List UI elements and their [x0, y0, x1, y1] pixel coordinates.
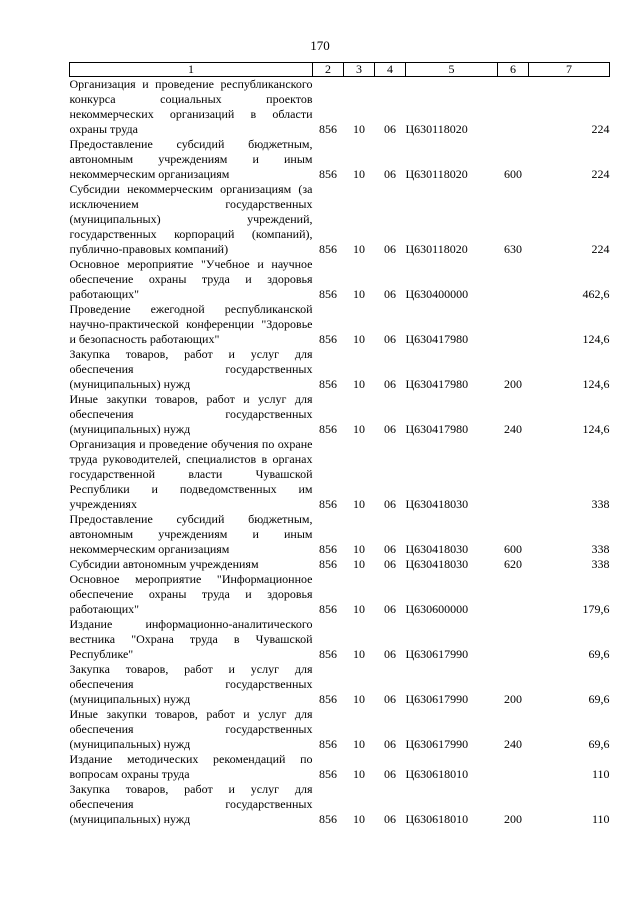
row-expense-type-cell: 630: [504, 242, 522, 256]
table-row: [70, 557, 610, 572]
row-admin-code-cell: 856: [319, 602, 337, 616]
row-subsection-cell: 06: [384, 167, 396, 181]
row-expense-type-cell: 620: [504, 557, 522, 571]
row-expense-type-cell: 200: [504, 692, 522, 706]
row-subsection-cell: 06: [384, 737, 396, 751]
row-section-cell: 10: [353, 167, 365, 181]
row-amount-cell: 110: [591, 812, 610, 826]
row-section-cell: 10: [353, 122, 365, 136]
row-admin-code-cell: 856: [319, 692, 337, 706]
row-subsection-cell: 06: [384, 497, 396, 511]
row-admin-code-cell: 856: [319, 242, 337, 256]
row-subsection-cell: 06: [384, 287, 396, 301]
row-amount-cell: 338: [591, 557, 610, 571]
table-row: [70, 707, 610, 752]
row-section-cell: 10: [353, 557, 365, 571]
header-col-5: 5: [406, 63, 498, 77]
row-name-cell: Иные закупки товаров, работ и услуг для обеспечения государственных (муниципальных) нужд: [69, 707, 313, 751]
row-section-cell: 10: [353, 647, 365, 661]
row-target-article-cell: Ц630600000: [405, 602, 469, 616]
row-subsection-cell: 06: [384, 647, 396, 661]
table-row: [70, 437, 610, 512]
row-subsection-cell: 06: [384, 542, 396, 556]
table-row: [70, 617, 610, 662]
header-col-3: 3: [344, 63, 375, 77]
row-section-cell: 10: [353, 602, 365, 616]
row-target-article-cell: Ц630618010: [405, 767, 469, 781]
row-amount-cell: 124,6: [582, 332, 610, 346]
row-admin-code-cell: 856: [319, 542, 337, 556]
row-admin-code-cell: 856: [319, 377, 337, 391]
row-section-cell: 10: [353, 422, 365, 436]
row-admin-code-cell: 856: [319, 332, 337, 346]
row-amount-cell: 224: [591, 167, 610, 181]
row-amount-cell: 69,6: [588, 737, 610, 751]
row-name-cell: Субсидии автономным учреждениям: [69, 557, 259, 571]
table-body: [70, 77, 610, 828]
row-expense-type-cell: [498, 302, 529, 347]
row-expense-type-cell: [498, 257, 529, 302]
row-target-article-cell: Ц630617990: [405, 692, 469, 706]
row-name-cell: Субсидии некоммерческим организациям (за исключением государственных (муниципальных) учреждений, государственных корпораций (компаний), публично-правовых компаний): [69, 182, 313, 256]
table-row: [70, 662, 610, 707]
row-section-cell: 10: [353, 332, 365, 346]
row-expense-type-cell: [498, 77, 529, 138]
row-name-cell: Основное мероприятие "Учебное и научное обеспечение охраны труда и здоровья работающих": [69, 257, 313, 301]
row-target-article-cell: Ц630118020: [405, 242, 468, 256]
row-name-cell: Проведение ежегодной республиканской научно-практической конференции "Здоровье и безопасность работающих": [69, 302, 313, 346]
row-admin-code-cell: 856: [319, 557, 337, 571]
row-section-cell: 10: [353, 497, 365, 511]
row-name-cell: Закупка товаров, работ и услуг для обеспечения государственных (муниципальных) нужд: [69, 347, 313, 391]
row-amount-cell: 224: [591, 122, 610, 136]
row-expense-type-cell: 200: [504, 812, 522, 826]
row-admin-code-cell: 856: [319, 647, 337, 661]
table-row: [70, 512, 610, 557]
row-name-cell: Закупка товаров, работ и услуг для обеспечения государственных (муниципальных) нужд: [69, 662, 313, 706]
table-row: [70, 572, 610, 617]
row-subsection-cell: 06: [384, 242, 396, 256]
row-expense-type-cell: 200: [504, 377, 522, 391]
row-target-article-cell: Ц630417980: [405, 332, 469, 346]
row-subsection-cell: 06: [384, 422, 396, 436]
row-target-article-cell: Ц630617990: [405, 737, 469, 751]
table-row: [70, 347, 610, 392]
row-section-cell: 10: [353, 767, 365, 781]
row-section-cell: 10: [353, 377, 365, 391]
table-header: [70, 63, 610, 77]
row-target-article-cell: Ц630618010: [405, 812, 469, 826]
row-admin-code-cell: 856: [319, 167, 337, 181]
row-admin-code-cell: 856: [319, 767, 337, 781]
row-section-cell: 10: [353, 242, 365, 256]
table-row: [70, 182, 610, 257]
row-section-cell: 10: [353, 737, 365, 751]
row-target-article-cell: Ц630118020: [405, 167, 468, 181]
row-amount-cell: 110: [591, 767, 610, 781]
row-admin-code-cell: 856: [319, 812, 337, 826]
row-expense-type-cell: 600: [504, 542, 522, 556]
row-subsection-cell: 06: [384, 767, 396, 781]
row-target-article-cell: Ц630418030: [405, 497, 469, 511]
row-admin-code-cell: 856: [319, 497, 337, 511]
row-amount-cell: 179,6: [582, 602, 610, 616]
row-amount-cell: 224: [591, 242, 610, 256]
table-row: [70, 77, 610, 138]
table-row: [70, 392, 610, 437]
header-row: [70, 63, 610, 77]
row-target-article-cell: Ц630400000: [405, 287, 469, 301]
table-row: [70, 257, 610, 302]
row-name-cell: Издание методических рекомендаций по вопросам охраны труда: [69, 752, 313, 781]
row-expense-type-cell: [498, 617, 529, 662]
row-subsection-cell: 06: [384, 332, 396, 346]
row-section-cell: 10: [353, 812, 365, 826]
row-name-cell: Организация и проведение обучения по охране труда руководителей, специалистов в органах государственной власти Чувашской Республики и подведомственных им учреждениях: [69, 437, 313, 511]
row-admin-code-cell: 856: [319, 287, 337, 301]
row-target-article-cell: Ц630418030: [405, 542, 469, 556]
row-expense-type-cell: 240: [504, 422, 522, 436]
row-name-cell: Предоставление субсидий бюджетным, автономным учреждениям и иным некоммерческим организациям: [69, 137, 313, 181]
row-amount-cell: 338: [591, 497, 610, 511]
row-target-article-cell: Ц630417980: [405, 422, 469, 436]
row-amount-cell: 338: [591, 542, 610, 556]
row-amount-cell: 124,6: [582, 422, 610, 436]
row-admin-code-cell: 856: [319, 422, 337, 436]
row-amount-cell: 462,6: [582, 287, 610, 301]
row-name-cell: Издание информационно-аналитического вестника "Охрана труда в Чувашской Республике": [69, 617, 313, 661]
row-name-cell: Организация и проведение республиканского конкурса социальных проектов некоммерческих организаций в области охраны труда: [69, 77, 313, 136]
header-col-6: 6: [498, 63, 529, 77]
row-subsection-cell: 06: [384, 812, 396, 826]
table-row: [70, 752, 610, 782]
row-amount-cell: 124,6: [582, 377, 610, 391]
row-target-article-cell: Ц630418030: [405, 557, 469, 571]
table-row: [70, 782, 610, 827]
header-col-4: 4: [375, 63, 406, 77]
row-expense-type-cell: 240: [504, 737, 522, 751]
header-col-7: 7: [529, 63, 610, 77]
table-row: [70, 302, 610, 347]
row-amount-cell: 69,6: [588, 692, 610, 706]
row-name-cell: Иные закупки товаров, работ и услуг для обеспечения государственных (муниципальных) нужд: [69, 392, 313, 436]
row-name-cell: Закупка товаров, работ и услуг для обеспечения государственных (муниципальных) нужд: [69, 782, 313, 826]
row-section-cell: 10: [353, 287, 365, 301]
page-number: 170: [310, 38, 330, 53]
row-subsection-cell: 06: [384, 557, 396, 571]
table-row: [70, 137, 610, 182]
row-amount-cell: 69,6: [588, 647, 610, 661]
budget-table: [69, 62, 610, 827]
row-section-cell: 10: [353, 692, 365, 706]
row-section-cell: 10: [353, 542, 365, 556]
row-target-article-cell: Ц630417980: [405, 377, 469, 391]
row-target-article-cell: Ц630617990: [405, 647, 469, 661]
row-expense-type-cell: [498, 572, 529, 617]
row-expense-type-cell: 600: [504, 167, 522, 181]
row-target-article-cell: Ц630118020: [405, 122, 468, 136]
row-subsection-cell: 06: [384, 602, 396, 616]
row-admin-code-cell: 856: [319, 122, 337, 136]
row-admin-code-cell: 856: [319, 737, 337, 751]
row-subsection-cell: 06: [384, 122, 396, 136]
row-name-cell: Предоставление субсидий бюджетным, автономным учреждениям и иным некоммерческим организациям: [69, 512, 313, 556]
row-expense-type-cell: [498, 752, 529, 782]
row-expense-type-cell: [498, 437, 529, 512]
row-subsection-cell: 06: [384, 377, 396, 391]
header-col-2: 2: [313, 63, 344, 77]
header-col-1: 1: [70, 63, 313, 77]
row-subsection-cell: 06: [384, 692, 396, 706]
row-name-cell: Основное мероприятие "Информационное обеспечение охраны труда и здоровья работающих": [69, 572, 313, 616]
